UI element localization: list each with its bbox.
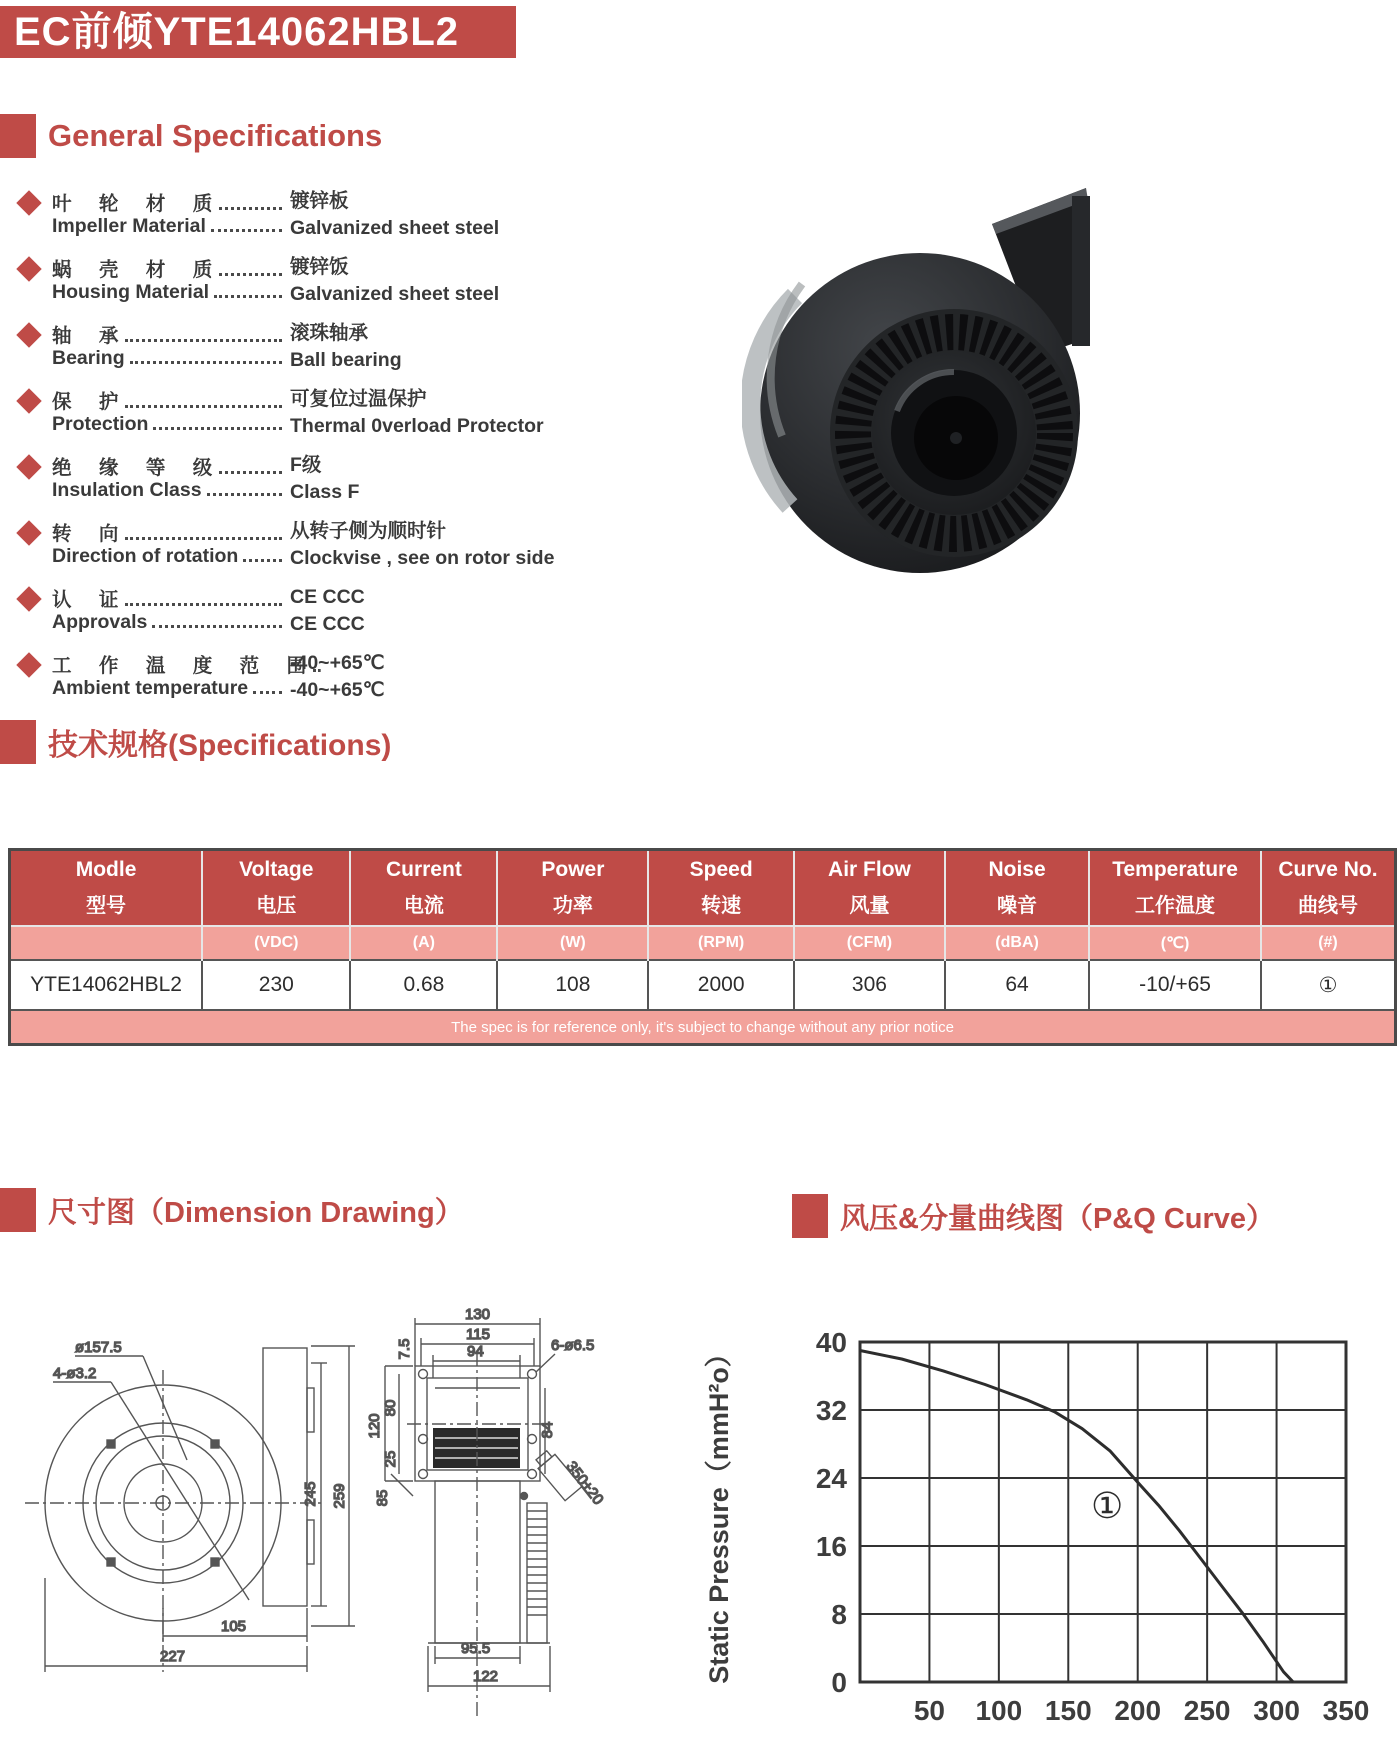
dotted-leader — [130, 361, 282, 364]
spec-value-zh: -40~+65℃ — [290, 652, 385, 674]
dotted-leader — [125, 405, 282, 408]
spec-label-zh: 工 作 温 度 范 围 — [52, 655, 309, 677]
dotted-leader — [219, 471, 282, 474]
spec-value-en: CE CCC — [290, 613, 365, 635]
dotted-leader — [125, 537, 282, 540]
spec-label-zh: 保 护 — [52, 391, 121, 413]
spec-item-bearing — [18, 320, 658, 374]
diamond-bullet-icon — [16, 520, 41, 545]
spec-label-zh: 绝 缘 等 级 — [52, 457, 215, 479]
spec-label-en: Protection — [52, 413, 149, 435]
dotted-leader — [243, 559, 282, 562]
section-general-specifications — [0, 114, 382, 158]
svg-text:0: 0 — [831, 1667, 847, 1698]
unit-cell: (RPM) — [648, 926, 794, 960]
spec-label-en: Direction of rotation — [52, 545, 239, 567]
diamond-bullet-icon — [16, 388, 41, 413]
unit-cell: (CFM) — [794, 926, 945, 960]
svg-text:24: 24 — [815, 1463, 847, 1494]
page-title: EC前倾YTE14062HBL2 — [0, 6, 516, 58]
spec-item-rotation — [18, 518, 658, 572]
front-view — [25, 1339, 355, 1672]
unit-cell: (℃) — [1089, 926, 1261, 960]
table-note-row — [10, 1010, 1396, 1045]
spec-item-ambient-temperature — [18, 650, 658, 704]
dim-259: 259 — [331, 1483, 348, 1509]
dotted-leader — [153, 427, 282, 430]
col-header-noise: Noise 噪音 — [945, 850, 1089, 927]
section-title: 风压&分量曲线图（P&Q Curve） — [840, 1202, 1276, 1235]
unit-cell: (VDC) — [202, 926, 350, 960]
spec-item-insulation-class — [18, 452, 658, 506]
col-header-speed: Speed 转速 — [648, 850, 794, 927]
spec-label-zh: 轴 承 — [52, 325, 121, 347]
spec-label-zh: 蜗 壳 材 质 — [52, 259, 215, 281]
dotted-leader — [125, 603, 282, 606]
svg-text:350: 350 — [1322, 1695, 1370, 1726]
cell-model: YTE14062HBL2 — [10, 960, 203, 1010]
diamond-bullet-icon — [16, 256, 41, 281]
col-header-current: Current 电流 — [350, 850, 497, 927]
diamond-bullet-icon — [16, 190, 41, 215]
spec-item-housing-material — [18, 254, 658, 308]
cell-power: 108 — [497, 960, 648, 1010]
svg-text:250: 250 — [1183, 1695, 1231, 1726]
dim-245: 245 — [302, 1481, 319, 1507]
diamond-bullet-icon — [16, 322, 41, 347]
dotted-leader — [219, 207, 282, 210]
dim-120: 120 — [366, 1413, 383, 1439]
table-units-row — [10, 926, 1396, 960]
spec-value-zh: 镀锌饭 — [290, 256, 349, 278]
unit-cell — [10, 926, 203, 960]
dim-122: 122 — [473, 1668, 499, 1685]
col-header-voltage: Voltage 电压 — [202, 850, 350, 927]
section-title: 技术规格(Specifications) — [48, 729, 392, 762]
pq-curve-svg — [688, 1316, 1380, 1736]
spec-label-en: Ambient temperature — [52, 677, 249, 699]
spec-item-protection — [18, 386, 658, 440]
spec-label-en: Impeller Material — [52, 215, 206, 237]
spec-item-impeller-material — [18, 188, 658, 242]
svg-text:100: 100 — [975, 1695, 1023, 1726]
spec-label-zh: 认 证 — [52, 589, 121, 611]
col-header-airflow: Air Flow 风量 — [794, 850, 945, 927]
red-square-icon — [792, 1194, 828, 1238]
spec-item-approvals — [18, 584, 658, 638]
dim-85: 85 — [374, 1489, 391, 1507]
dim-130: 130 — [465, 1306, 491, 1323]
dim-95-5: 95.5 — [461, 1640, 491, 1657]
diamond-bullet-icon — [16, 586, 41, 611]
unit-cell: (W) — [497, 926, 648, 960]
section-pq-curve — [792, 1194, 1275, 1238]
dim-80: 80 — [382, 1399, 399, 1417]
section-dimension-drawing — [0, 1188, 464, 1232]
cell-airflow: 306 — [794, 960, 945, 1010]
dotted-leader — [211, 229, 282, 232]
svg-text:50: 50 — [913, 1695, 946, 1726]
spec-value-zh: CE CCC — [290, 586, 365, 608]
spec-value-en: -40~+65℃ — [290, 679, 385, 701]
fan-product-photo — [742, 176, 1112, 594]
red-square-icon — [0, 720, 36, 764]
section-title: 尺寸图（Dimension Drawing） — [48, 1196, 464, 1229]
svg-text:40: 40 — [815, 1327, 847, 1358]
spec-value-en: Clockvise , see on rotor side — [290, 547, 555, 569]
svg-text:8: 8 — [831, 1599, 847, 1630]
spec-label-en: Insulation Class — [52, 479, 202, 501]
dotted-leader — [152, 625, 282, 628]
spec-value-en: Galvanized sheet steel — [290, 217, 500, 239]
red-square-icon — [0, 1188, 36, 1232]
dim-inlet-diameter: ø157.5 — [75, 1339, 122, 1356]
spec-label-en: Bearing — [52, 347, 125, 369]
diamond-bullet-icon — [16, 652, 41, 677]
dim-105: 105 — [221, 1618, 247, 1635]
svg-text:Static Pressure（mmH²o）: Static Pressure（mmH²o） — [704, 1340, 734, 1684]
spec-label-zh: 转 向 — [52, 523, 121, 545]
svg-text:300: 300 — [1253, 1695, 1300, 1726]
cell-voltage: 230 — [202, 960, 350, 1010]
table-note: The spec is for reference only, it's subject to change without any prior notice — [10, 1010, 1396, 1045]
table-data-row — [10, 960, 1396, 1010]
spec-value-en: Ball bearing — [290, 349, 402, 371]
dotted-leader — [253, 691, 282, 694]
dim-94: 94 — [467, 1343, 484, 1360]
dotted-leader — [214, 295, 282, 298]
spec-table — [8, 848, 1397, 1046]
dim-227: 227 — [160, 1648, 186, 1665]
spec-label-en: Approvals — [52, 611, 148, 633]
spec-value-zh: F级 — [290, 454, 322, 476]
general-spec-list — [18, 188, 658, 704]
section-title: General Specifications — [48, 118, 383, 153]
spec-value-en: Thermal 0verload Protector — [290, 415, 544, 437]
spec-value-zh: 镀锌板 — [290, 190, 349, 212]
dimension-drawing-svg — [15, 1248, 670, 1734]
dim-115: 115 — [466, 1326, 490, 1343]
svg-text:16: 16 — [815, 1531, 847, 1562]
spec-value-en: Galvanized sheet steel — [290, 283, 500, 305]
dim-cable-length: 350±20 — [562, 1458, 607, 1509]
svg-text:200: 200 — [1114, 1695, 1162, 1726]
dotted-leader — [207, 493, 282, 496]
svg-text:①: ① — [1091, 1484, 1124, 1526]
dim-25: 25 — [382, 1450, 399, 1468]
cell-noise: 64 — [945, 960, 1089, 1010]
dim-front-holes: 4-ø3.2 — [53, 1365, 97, 1382]
unit-cell: (A) — [350, 926, 497, 960]
dim-7-5: 7.5 — [396, 1338, 413, 1360]
spec-label-en: Housing Material — [52, 281, 210, 303]
dotted-leader — [219, 273, 282, 276]
bracket-flange — [1072, 196, 1090, 346]
svg-text:150: 150 — [1044, 1695, 1092, 1726]
unit-cell: (dBA) — [945, 926, 1089, 960]
cell-temperature: -10/+65 — [1089, 960, 1261, 1010]
section-tech-specifications — [0, 720, 391, 764]
cell-current: 0.68 — [350, 960, 497, 1010]
red-square-icon — [0, 114, 36, 158]
table-header-row — [10, 850, 1396, 927]
col-header-curve: Curve No. 曲线号 — [1261, 850, 1396, 927]
spec-value-zh: 从转子侧为顺时针 — [290, 520, 447, 542]
col-header-temperature: Temperature 工作温度 — [1089, 850, 1261, 927]
dotted-leader — [125, 339, 282, 342]
dim-side-holes: 6-ø6.5 — [551, 1337, 595, 1354]
spec-value-zh: 滚珠轴承 — [290, 322, 369, 344]
col-header-power: Power 功率 — [497, 850, 648, 927]
diamond-bullet-icon — [16, 454, 41, 479]
cell-speed: 2000 — [648, 960, 794, 1010]
spec-value-en: Class F — [290, 481, 360, 503]
cell-curve-no: ① — [1261, 960, 1396, 1010]
dim-84: 84 — [539, 1421, 556, 1439]
spec-label-zh: 叶 轮 材 质 — [52, 193, 215, 215]
svg-text:32: 32 — [815, 1395, 847, 1426]
unit-cell: (#) — [1261, 926, 1396, 960]
col-header-model: Modle 型号 — [10, 850, 203, 927]
spec-value-zh: 可复位过温保护 — [290, 388, 427, 410]
side-view — [366, 1306, 607, 1718]
hub-center-dot — [950, 432, 962, 444]
